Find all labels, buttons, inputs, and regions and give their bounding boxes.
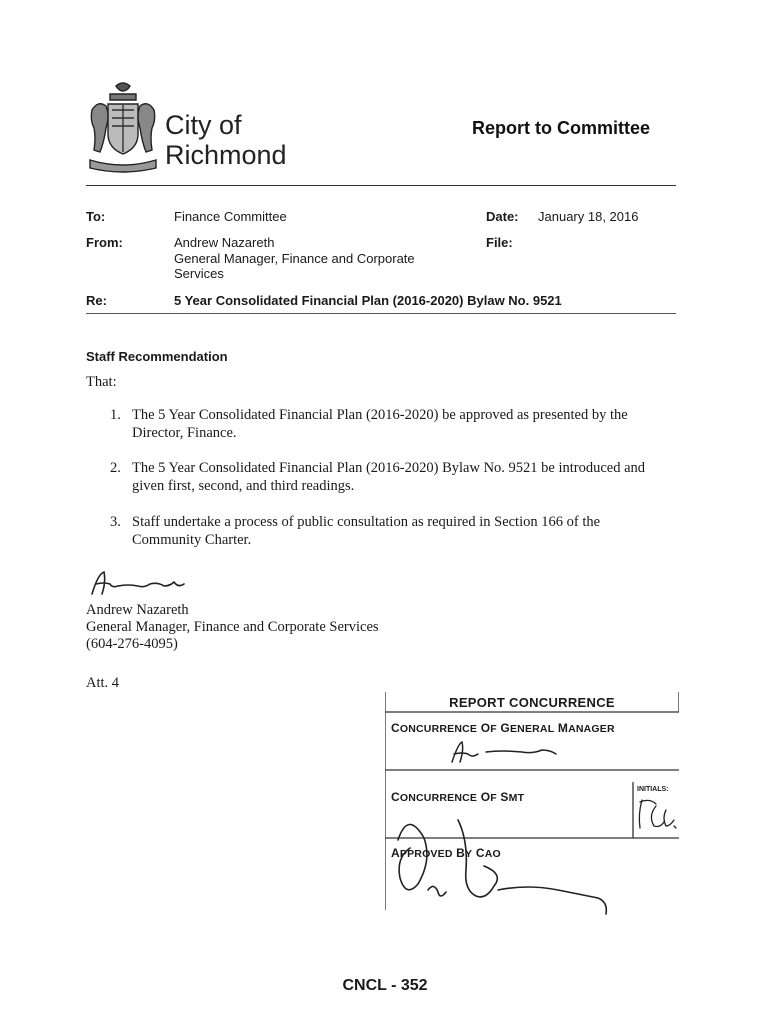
city-name-line2: Richmond xyxy=(165,140,287,170)
item-line: The 5 Year Consolidated Financial Plan (2016-2020) be approved as presented by the xyxy=(132,407,628,423)
re-label: Re: xyxy=(86,293,107,308)
handwritten-signature xyxy=(88,568,198,600)
approved-by-cao-label: APPROVED BY CAO xyxy=(391,846,501,860)
report-type-title: Report to Committee xyxy=(472,118,651,138)
recommendation-item-2 xyxy=(110,459,690,499)
gm-signature xyxy=(448,740,568,766)
file-label: File: xyxy=(486,235,513,250)
item-number: 2. xyxy=(110,460,121,476)
concurrence-smt-label: CONCURRENCE OF SMT xyxy=(391,790,525,804)
city-crest-logo xyxy=(86,80,160,180)
date-label: Date: xyxy=(486,209,519,224)
from-value xyxy=(174,235,415,282)
item-text xyxy=(132,513,672,549)
cao-signature xyxy=(388,810,618,920)
date-value: January 18, 2016 xyxy=(538,209,639,224)
initials-label: INITIALS: xyxy=(637,786,669,793)
item-line: given first, second, and third readings. xyxy=(132,478,355,494)
page-code: CNCL - 352 xyxy=(342,977,428,994)
to-value: Finance Committee xyxy=(174,209,287,224)
recommendation-item-1 xyxy=(110,406,690,446)
from-name: Andrew Nazareth xyxy=(174,235,275,250)
attachments-count: Att. 4 xyxy=(86,675,120,691)
signatory-name: Andrew Nazareth xyxy=(86,602,189,618)
re-subject: 5 Year Consolidated Financial Plan (2016-2020) Bylaw No. 9521 xyxy=(174,293,562,308)
city-name-line1: City of xyxy=(165,110,242,140)
item-text xyxy=(132,459,672,495)
item-text xyxy=(132,406,672,442)
item-line: Community Charter. xyxy=(132,532,252,548)
concurrence-gm-label: CONCURRENCE OF GENERAL MANAGER xyxy=(391,721,615,735)
staff-recommendation-heading: Staff Recommendation xyxy=(86,349,228,364)
smt-initials-handwriting xyxy=(636,796,678,832)
signatory-title: General Manager, Finance and Corporate Services xyxy=(86,619,379,635)
recommendation-item-3 xyxy=(110,513,690,553)
from-label: From: xyxy=(86,235,123,250)
recommendation-intro: That: xyxy=(86,374,117,390)
item-number: 3. xyxy=(110,514,121,530)
item-number: 1. xyxy=(110,407,121,423)
from-title-line1: General Manager, Finance and Corporate xyxy=(174,250,415,266)
concurrence-heading: REPORT CONCURRENCE xyxy=(449,695,615,710)
signatory-phone: (604-276-4095) xyxy=(86,636,178,652)
from-title-line2: Services xyxy=(174,266,224,281)
item-line: Director, Finance. xyxy=(132,425,237,441)
signatory-block xyxy=(86,602,379,653)
item-line: Staff undertake a process of public consultation as required in Section 166 of the xyxy=(132,514,601,530)
memo-divider xyxy=(86,313,676,314)
header-divider xyxy=(86,185,676,186)
city-name xyxy=(165,110,287,170)
item-line: The 5 Year Consolidated Financial Plan (2016-2020) Bylaw No. 9521 be introduced and xyxy=(132,460,646,476)
to-label: To: xyxy=(86,209,106,224)
